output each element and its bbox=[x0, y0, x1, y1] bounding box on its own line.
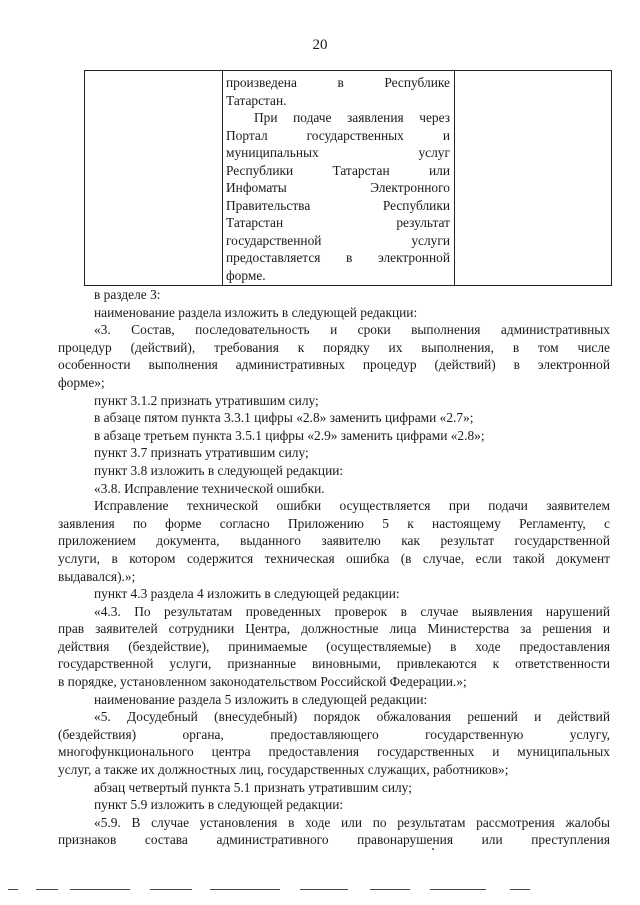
page-number: 20 bbox=[312, 37, 328, 53]
scan-artifacts bbox=[0, 889, 640, 895]
paragraph-line: в разделе 3: bbox=[94, 287, 161, 302]
scan-artifact-mark bbox=[210, 889, 280, 890]
table-cell-text bbox=[226, 74, 450, 284]
paragraph-line: приложением документа, выданного заявителю как результат государственной bbox=[58, 533, 610, 549]
paragraph-line: «5. Досудебный (внесудебный) порядок обжалования решений и действий bbox=[94, 709, 610, 725]
paragraph-line: абзац четвертый пункта 5.1 признать утратившим силу; bbox=[94, 779, 412, 795]
paragraph-line: в абзаце пятом пункта 3.3.1 цифры «2.8» заменить цифрами «2.7»; bbox=[94, 410, 474, 426]
table-fragment bbox=[84, 70, 612, 286]
paragraph-line: «4.3. По результатам проведенных проверок в случае выявления нарушений bbox=[94, 603, 610, 619]
paragraph-line: прав заявителей сотрудники Центра, должностные лица Министерства за решения и bbox=[58, 621, 610, 637]
paragraph-line: выдавался).»; bbox=[58, 568, 136, 584]
paragraph-line: пункт 3.1.2 признать утратившим силу; bbox=[94, 392, 319, 408]
document-body bbox=[58, 286, 610, 849]
paragraph-line: услуг, а также их должностных лиц, государственных служащих, работников»; bbox=[58, 762, 509, 778]
paragraph-line: «5.9. В случае установления в ходе или по результатам рассмотрения жалобы bbox=[94, 814, 610, 830]
paragraph-line: «3. Состав, последовательность и сроки выполнения административных bbox=[94, 322, 610, 338]
paragraph-line: заявления по форме согласно Приложению 5 к настоящему Регламенту, с bbox=[58, 515, 610, 531]
paragraph-line: процедур (действий), требования к порядку их выполнения, в том числе bbox=[58, 339, 610, 355]
cell-line: При подаче заявления через bbox=[254, 110, 450, 125]
paragraph-line: Исправление технической ошибки осуществляется при подачи заявителем bbox=[94, 498, 610, 514]
scan-artifact-mark bbox=[430, 889, 486, 890]
paragraph-line: услуги, в котором содержится техническая ошибка (в случае, если такой документ bbox=[58, 550, 610, 566]
paragraph-line: признаков состава административного правонарушения или преступления bbox=[58, 832, 610, 848]
cell-line: произведена в Республике bbox=[226, 75, 450, 90]
cell-line: Правительства Республики bbox=[226, 197, 450, 213]
cell-line: муниципальных услуг bbox=[226, 145, 450, 160]
scan-artifact-mark bbox=[370, 889, 410, 890]
paragraph-line: особенности выполнения административных процедур (действий) в электронной bbox=[58, 357, 610, 373]
paragraph-line: пункт 3.7 признать утратившим силу; bbox=[94, 445, 309, 461]
cell-line: Портал государственных и bbox=[226, 127, 450, 143]
scan-artifact-mark bbox=[300, 889, 348, 890]
paragraph-line: многофункционального центра предоставления государственных и муниципальных bbox=[58, 744, 610, 760]
paragraph-line: в порядке, установленном законодательством Российской Федерации.»; bbox=[58, 674, 467, 690]
cell-line: Татарстан. bbox=[226, 92, 287, 108]
scan-artifact-mark bbox=[36, 889, 58, 890]
paragraph-line: пункт 5.9 изложить в следующей редакции: bbox=[94, 797, 344, 813]
cell-line: предоставляется в электронной bbox=[226, 250, 450, 265]
paragraph-line: (бездействия) органа, предоставляющего государственную услугу, bbox=[58, 726, 610, 742]
paragraph-line: пункт 4.3 раздела 4 изложить в следующей редакции: bbox=[94, 586, 400, 602]
cell-line: государственной услуги bbox=[226, 232, 450, 248]
paragraph-line: в абзаце третьем пункта 3.5.1 цифры «2.9» заменить цифрами «2.8»; bbox=[94, 427, 485, 443]
scan-artifact-mark bbox=[510, 889, 530, 890]
scan-speck bbox=[432, 848, 434, 850]
table-column-divider bbox=[222, 71, 223, 285]
scan-artifact-mark bbox=[70, 889, 130, 890]
paragraph-line: государственной услуги, признанные виновными, привлекаются к ответственности bbox=[58, 656, 610, 672]
cell-line: Республики Татарстан или bbox=[226, 162, 450, 178]
scan-artifact-mark bbox=[150, 889, 192, 890]
scan-artifact-mark bbox=[8, 889, 18, 890]
paragraph-line: действия (бездействие), принимаемые (осуществляемые) в ходе предоставления bbox=[58, 638, 610, 654]
cell-line: форме. bbox=[226, 267, 266, 283]
table-column-divider bbox=[454, 71, 455, 285]
cell-line: Татарстан результат bbox=[226, 215, 450, 230]
paragraph-line: «3.8. Исправление технической ошибки. bbox=[94, 480, 325, 496]
paragraph-line: форме»; bbox=[58, 374, 105, 390]
paragraph-line: наименование раздела 5 изложить в следующей редакции: bbox=[94, 691, 428, 707]
paragraph-line: пункт 3.8 изложить в следующей редакции: bbox=[94, 462, 344, 478]
cell-line: Инфоматы Электронного bbox=[226, 180, 450, 195]
paragraph-line: наименование раздела изложить в следующей редакции: bbox=[94, 304, 418, 320]
